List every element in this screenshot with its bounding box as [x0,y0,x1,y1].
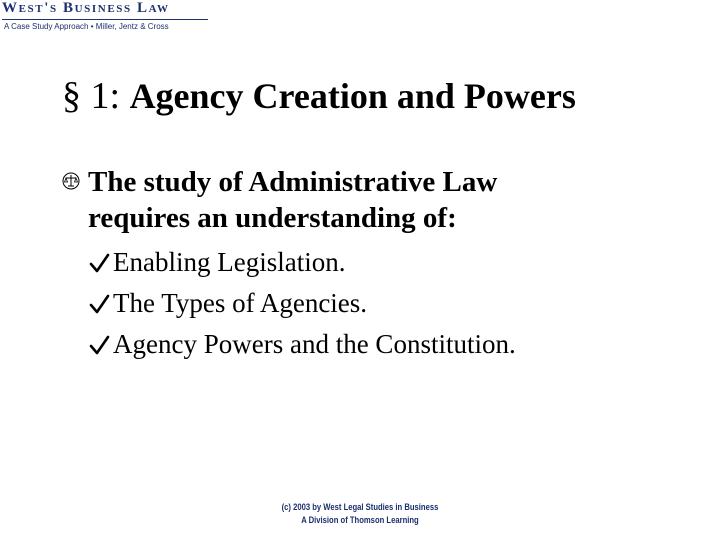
scales-of-justice-icon [62,172,80,190]
copyright-footer [0,501,720,527]
sub-bullet-list [89,242,516,365]
list-item [89,242,516,283]
list-item-label: Enabling Legislation. [113,247,346,277]
checkmark-icon [89,334,110,356]
checkmark-icon [89,293,110,315]
logo-title: West's Business Law [2,0,170,16]
bullet-line-2: requires an understanding of: [88,202,457,234]
title-text: Agency Creation and Powers [129,76,576,116]
checkmark-icon [89,252,110,274]
logo-divider [2,19,208,20]
bullet-text [88,164,648,236]
list-item [89,324,516,365]
list-item-label: The Types of Agencies. [113,288,368,318]
logo-subtitle: A Case Study Approach • Miller, Jentz & Cross [4,22,169,31]
slide-title [62,74,702,118]
publisher-logo [2,0,208,34]
section-number: § 1: [62,75,121,117]
list-item-label: Agency Powers and the Constitution. [113,329,516,359]
footer-line-2: A Division of Thomson Learning [301,515,419,525]
bullet-line-1: The study of Administrative Law [88,166,498,198]
list-item [89,283,516,324]
footer-line-1: (c) 2003 by West Legal Studies in Business [281,502,439,512]
